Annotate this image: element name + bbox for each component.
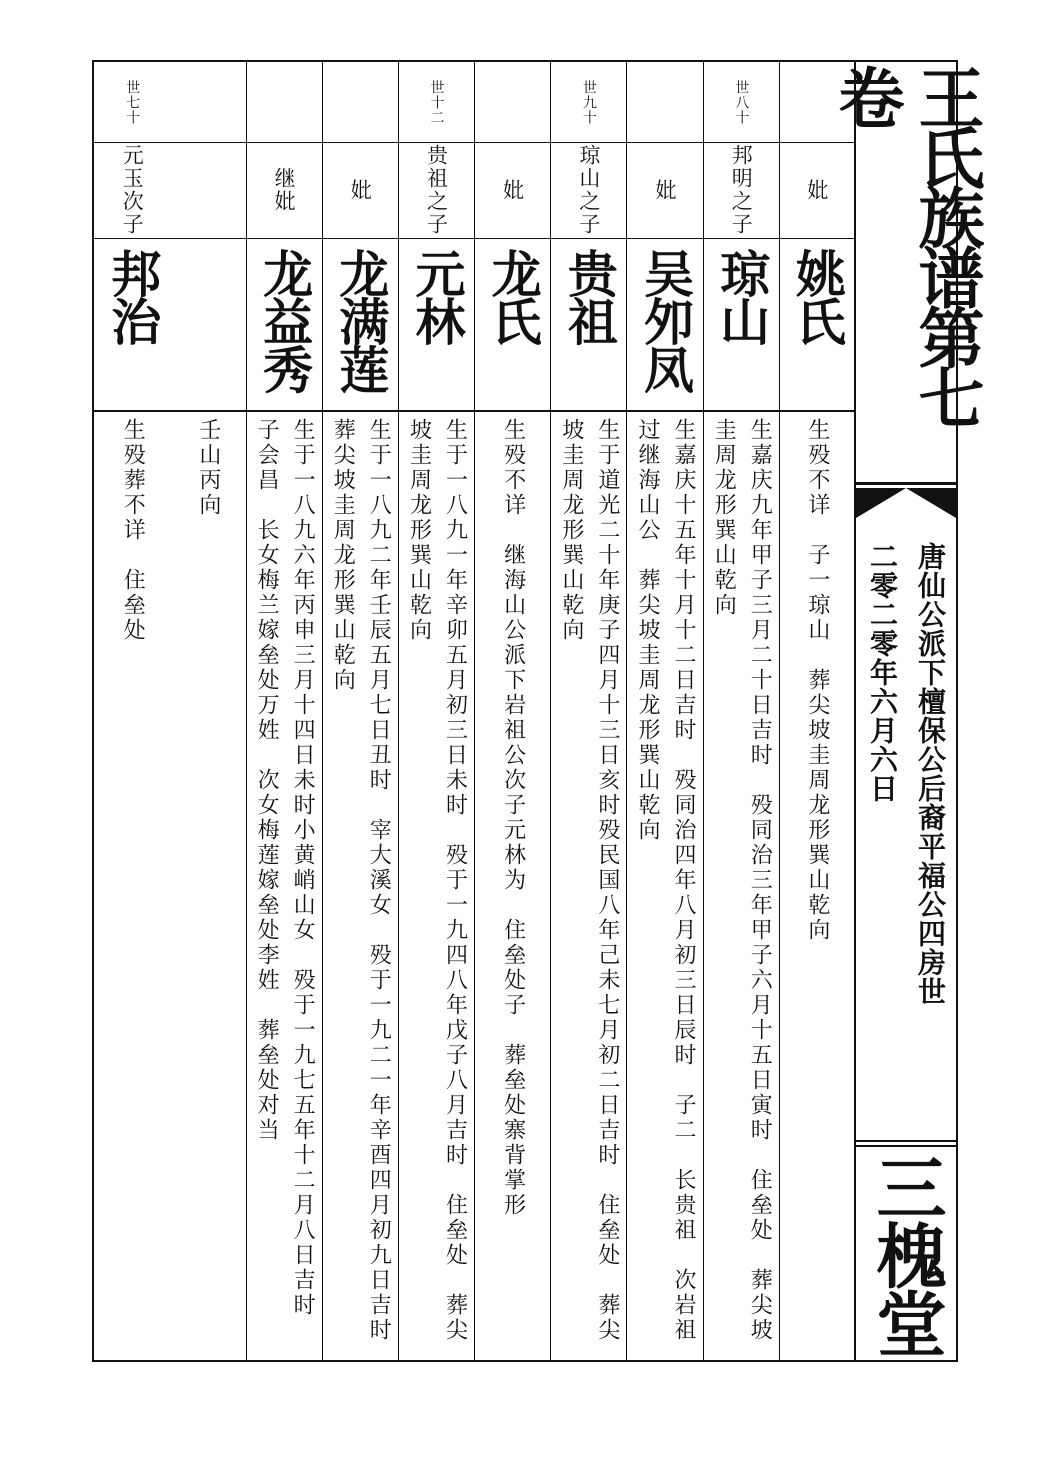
- entry-column-9: [170, 62, 246, 1360]
- entry-column-7: [323, 62, 399, 1368]
- person-bio: 生于一八九一年辛卯五月初三日未时 殁于一九四八年戊子八月吉时 住垒处 葬尖坡圭周龙形巽山乾向: [406, 418, 468, 1343]
- hall-name: 三槐堂: [865, 1152, 948, 1356]
- double-rule: [856, 1140, 956, 1148]
- compile-date: 二零二零年六月六日: [866, 542, 899, 803]
- person-name: 元林: [407, 248, 467, 344]
- relation-label: 妣: [500, 178, 525, 202]
- relation-label: 元玉次子: [120, 144, 145, 236]
- generation-label: 世八十: [733, 79, 750, 125]
- genealogy-page: [92, 60, 985, 1368]
- relation-label: 贵祖之子: [424, 144, 449, 236]
- person-bio: 生于一八九六年丙申三月十四日未时小黄峭山女 殁于一九七五年十二月八日吉时 子会昌 长女梅兰嫁垒处万姓 次女梅莲嫁垒处李姓 葬垒处对当: [254, 418, 316, 1343]
- relation-label: 妣: [653, 178, 678, 202]
- person-bio: 生嘉庆十五年十月十二日吉时 殁同治四年八月初三日辰时 子二 长贵祖 次岩祖 过继海山公 葬尖坡圭周龙形巽山乾向: [635, 418, 697, 1368]
- ornament-divider: [856, 482, 956, 542]
- relation-label: 邦明之子: [729, 144, 754, 236]
- ornament-left-icon: [856, 488, 906, 518]
- person-name: 龙益秀: [255, 248, 315, 392]
- ornament-right-icon: [906, 488, 956, 518]
- person-bio: 生嘉庆九年甲子三月二十日吉时 殁同治三年甲子六月十五日寅时 住垒处 葬尖坡圭周龙形巽山乾向: [711, 418, 773, 1343]
- person-name: 龙满莲: [331, 248, 391, 392]
- person-name: 龙氏: [483, 248, 543, 344]
- branch-subtitle: 唐仙公派下檀保公后裔平福公四房世: [914, 542, 947, 1006]
- entry-column-10: [94, 62, 170, 1360]
- title-panel: [827, 62, 985, 1360]
- relation-label: 继妣: [272, 167, 297, 213]
- entry-column-6: [399, 62, 475, 1360]
- generation-label: 世九十: [580, 79, 597, 125]
- entry-column-2: [704, 62, 780, 1360]
- person-name: 邦治: [103, 248, 163, 344]
- entry-column-3: [627, 62, 703, 1368]
- entries-grid: [94, 62, 856, 1368]
- person-bio: 生殁不详 子一琼山 葬尖坡圭周龙形巽山乾向: [804, 418, 830, 943]
- person-name: 姚氏: [787, 248, 847, 344]
- person-name: 吴夘凤: [636, 248, 696, 392]
- entry-column-8: [247, 62, 323, 1360]
- person-bio: 生于一八九二年壬辰五月七日丑时 宰大溪女 殁于一九二一年辛酉四月初九日吉时 葬尖坡圭周龙形巽山乾向: [330, 418, 392, 1368]
- relation-label: 妣: [804, 178, 829, 202]
- book-title: 王氏族谱第七卷: [827, 64, 985, 424]
- relation-label: 琼山之子: [576, 144, 601, 236]
- entry-column-5: [475, 62, 551, 1360]
- person-bio: 生于道光二十年庚子四月十三日亥时殁民国八年己未七月初二日吉时 住垒处 葬尖坡圭周龙形巽山乾向: [558, 418, 620, 1343]
- person-bio: 生殁不详 继海山公派下岩祖公次子元林为 住垒处子 葬垒处寨背掌形: [500, 418, 526, 1218]
- relation-label: 妣: [348, 178, 373, 202]
- person-name: 贵祖: [559, 248, 619, 344]
- generation-label: 世十二: [428, 79, 445, 125]
- generation-label: 世七十: [124, 79, 141, 125]
- person-name: 琼山: [712, 248, 772, 344]
- person-bio: 壬山丙向: [195, 418, 221, 518]
- person-bio: 生殁葬不详 住垒处: [120, 418, 146, 643]
- entry-column-4: [551, 62, 627, 1360]
